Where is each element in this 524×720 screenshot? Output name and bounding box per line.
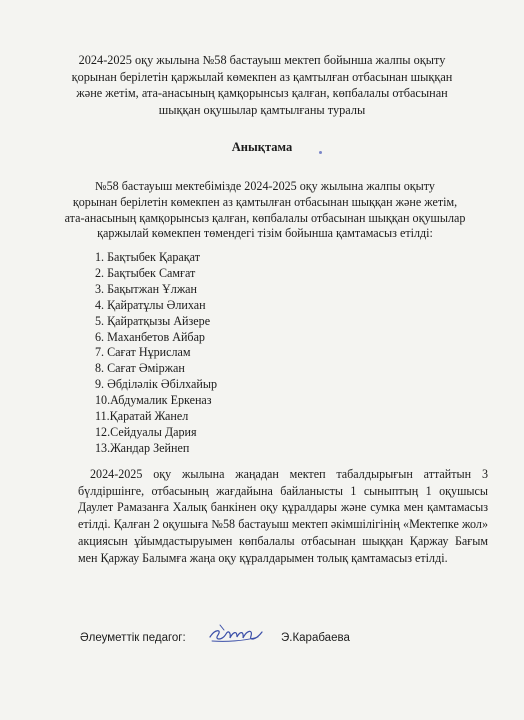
signature-role: Әлеуметтік педагог: [80,632,186,644]
list-item: 10.Абдумалик Еркеназ [95,393,212,408]
document-heading: Анықтама [231,140,293,154]
list-item: 9. Әбділәлік Әбілхайыр [95,377,218,392]
list-item: 11.Қаратай Жанел [95,409,189,424]
list-item: 5. Қайратқызы Айзере [95,313,211,328]
title-line: қорынан берілетін қаржылай көмекпен аз қамтылған отбасынан шыққан [71,69,453,84]
title-line: 2024-2025 оқу жылына №58 бастауыш мектеп бойынша жалпы оқыту [78,53,446,67]
title-line: шыққан оқушылар қамтылғаны туралы [158,102,366,117]
list-item: 6. Маханбетов Айбар [95,329,205,344]
student-list [95,250,217,457]
intro-line: ата-анасының қамқорынсыз қалған, көпбалалы отбасынан шыққан оқушылар [64,210,466,225]
intro-line: №58 бастауыш мектебімізде 2024-2025 оқу жылына жалпы оқыту [95,179,435,193]
list-item: 1. Бақтыбек Қарақат [95,250,201,264]
list-item: 7. Сағат Нұрислам [95,345,191,360]
body-paragraph: 2024-2025 оқу жылына жаңадан мектеп табалдырығын аттайтын 3 бүлдіршінге, отбасының жағдайына байланысты 1 сыныптың 1 оқушысы Даулет Рамазанға Халық банкінен оқу құралдары және сумка мен қамтамасыз етілді. Қалған 2 оқушыға №58 бастауыш мектеп әкімшілігінің «Мектепке жол» акциясын ұйымдастыруымен көпбалалы отбасынан шыққан Қаржау Бағым мен Қаржау Балымға жаңа оқу құралдарымен толық қамтамасыз етілді. [78,467,488,565]
ink-dot [319,151,322,154]
list-item: 13.Жандар Зейнеп [95,440,190,455]
title-line: және жетім, ата-анасының қамқорынсыз қалған, көпбалалы отбасынан [76,86,448,101]
intro-line: қаржылай көмекпен төмендегі тізім бойынша қамтамасыз етілді: [97,226,433,241]
intro-paragraph [60,179,470,242]
list-item: 3. Бақытжан Ұлжан [95,281,198,296]
list-item: 8. Сағат Әміржан [95,361,185,376]
list-item: 2. Бақтыбек Самғат [95,265,196,280]
list-item: 4. Қайратұлы Әлихан [95,297,206,312]
intro-line: қорынан берілетін көмекпен аз қамтылған отбасынан шыққан және жетім, [72,194,458,209]
handwritten-signature [206,620,270,648]
document-title [60,52,464,118]
signature-name: Э.Карабаева [281,632,350,644]
list-item: 12.Сейдуалы Дария [95,424,197,439]
